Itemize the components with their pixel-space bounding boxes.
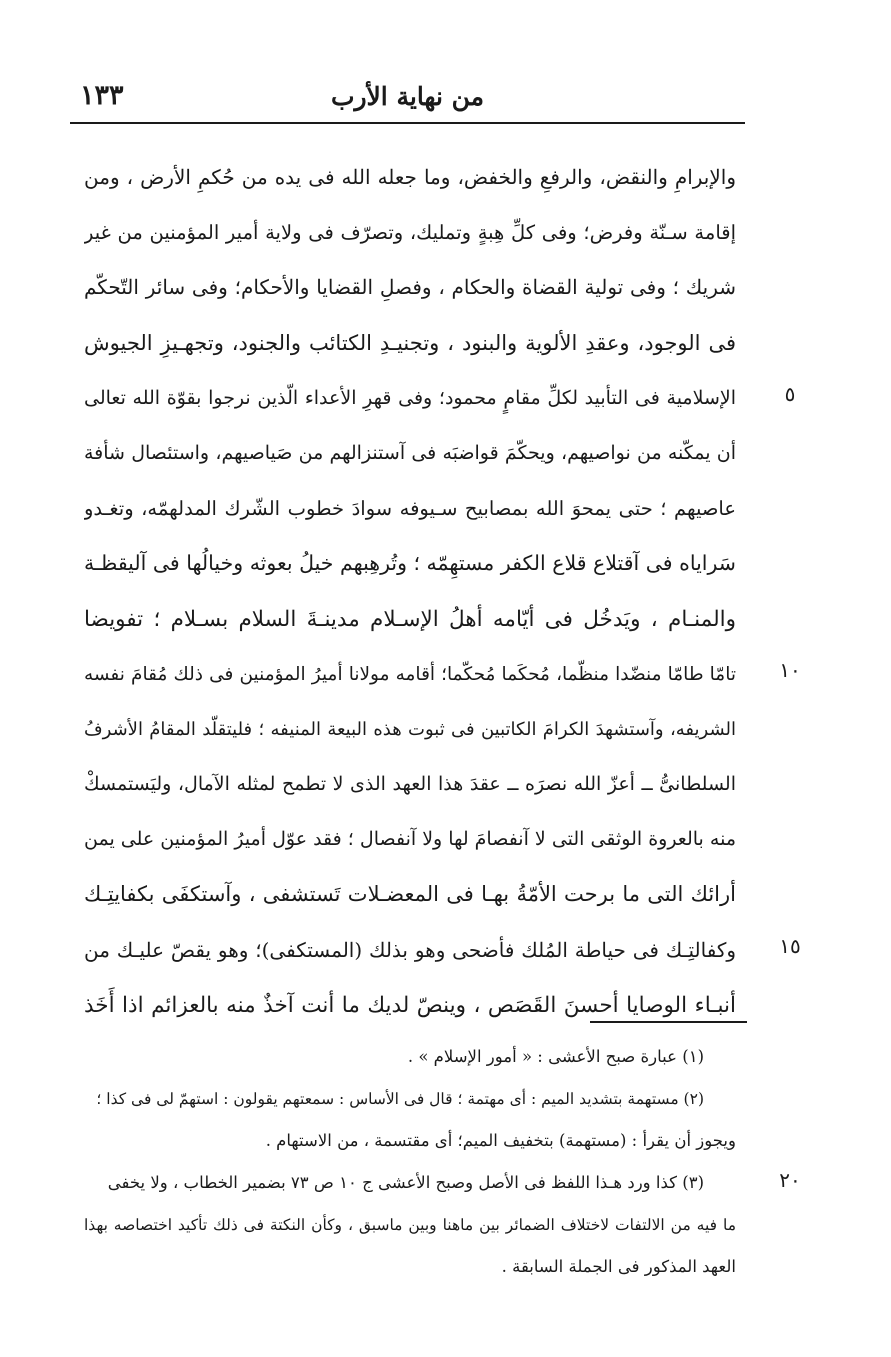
page-number: ١٣٣ [80, 80, 124, 111]
text-line: وكفالتِـك فى حياطة المُلك فأضحى وهو بذلك (المستكفى)؛ وهو يقصّ عليـك من [84, 937, 736, 962]
text-line: إقامة سـنّة وفرض؛ وفى كلِّ هِبةٍ وتمليك، وتصرّف فى ولاية أمير المؤمنين من غير [84, 221, 736, 245]
footnote-2-continued: ويجوز أن يقرأ : (مستهمة) بتخفيف الميم؛ أى مقتسمة ، من الاستهام . [265, 1131, 736, 1150]
text-line: أنبـاء الوصايا أحسنَ القَصَص ، وينصّ لديك ما أنت آخذٌ منه بالعزائم اذا أَخَذ [84, 992, 736, 1018]
footnotes [84, 1042, 736, 1282]
text-line: والإبرامِ والنقض، والرفعِ والخفض، وما جعله الله فى يده من حُكمِ الأرض ، ومن [84, 165, 736, 189]
footnote-2: (٢) مستهمة بتشديد الميم : أى مهتمة ؛ قال فى الأساس : سمعتهم يقولون : استهمّ لى فى كذا ؛ [96, 1090, 704, 1108]
text-line: عاصيهم ؛ حتى يمحوَ الله بمصابيح سـيوفه سوادَ خطوب الشّرك المدلهمّه، وتغـدو [84, 497, 736, 521]
text-line: أرائك التى ما برحت الأمّةُ بهـا فى المعضـلات تَستشفى ، وآستكفَى بكفايتِـك [84, 882, 736, 907]
footnote-3-continued: ما فيه من الالتفات لاختلاف الضمائر بين ماهنا وبين ماسبق ، وكأن النكتة فى ذلك تأكيد اختصاصه بهذا [84, 1216, 736, 1234]
text-line: الشريفه، وآستشهدَ الكرامَ الكاتبين فى ثبوت هذه البيعة المنيفه ؛ فليتقلّد المقامُ الأشرفُ [84, 718, 736, 740]
text-line: منه بالعروة الوثقى التى لا آنفصامَ لها ولا آنفصال ؛ فقد عوّل أميرُ المؤمنين على يمن [84, 828, 736, 851]
text-line: أن يمكّنه من نواصيهم، ويحكّمَ قواضبَه فى آستنزالهم من صَياصيهم، واستئصال شأفة [84, 441, 736, 464]
text-line: شريك ؛ وفى تولية القضاة والحكام ، وفصلِ القضايا والأحكام؛ وفى سائر التّحكّم [84, 275, 736, 300]
footnote-3-end: العهد المذكور فى الجملة السابقة . [501, 1257, 736, 1276]
footnote-divider [590, 1021, 747, 1023]
main-text [84, 150, 736, 1033]
text-line: والمنـام ، ويَدخُل فى أيّامه أهلُ الإسـلام مدينـةَ السلام بسـلام ؛ تفويضا [84, 606, 736, 632]
footnote-3: (٣) كذا ورد هـذا اللفظ فى الأصل وصبح الأعشى ج ١٠ ص ٧٣ بضمير الخطاب ، ولا يخفى [107, 1173, 704, 1192]
text-line: الإسلامية فى التأبيد لكلِّ مقامٍ محمود؛ وفى قهرِ الأعداء الّذين نرجوا بقوّة الله تعالى [84, 386, 736, 409]
text-line: تامّا طامّا منضّدا منظّما، مُحكَما مُحكّما؛ أقامه مولانا أميرُ المؤمنين فى ذلك مُقامَ نفسه [84, 663, 736, 685]
footnote-1: (١) عبارة صبح الأعشى : « أمور الإسلام » . [407, 1047, 704, 1066]
text-line: سَراياه فى آقتلاع قلاع الكفر مستهِمّه ؛ وتُرهِبهم خيلُ بعوثه وخيالُها فى آليقظـة [84, 551, 736, 576]
page-header [70, 78, 745, 124]
line-number-15: ١٥ [779, 934, 801, 958]
running-title: من نهاية الأرب [330, 82, 485, 111]
text-line: السلطانىُّ ــ أعزّ الله نصرَه ــ عقدَ هذا العهد الذى لا تطمح لمثله الآمال، وليَستمسكْ [84, 773, 736, 796]
line-number-5: ٥ [784, 382, 796, 406]
line-number-20: ٢٠ [779, 1168, 801, 1192]
line-number-10: ١٠ [779, 658, 801, 682]
text-line: فى الوجود، وعقدِ الألوية والبنود ، وتجنيـدِ الكتائب والجنود، وتجهـيزِ الجيوش [84, 330, 736, 355]
